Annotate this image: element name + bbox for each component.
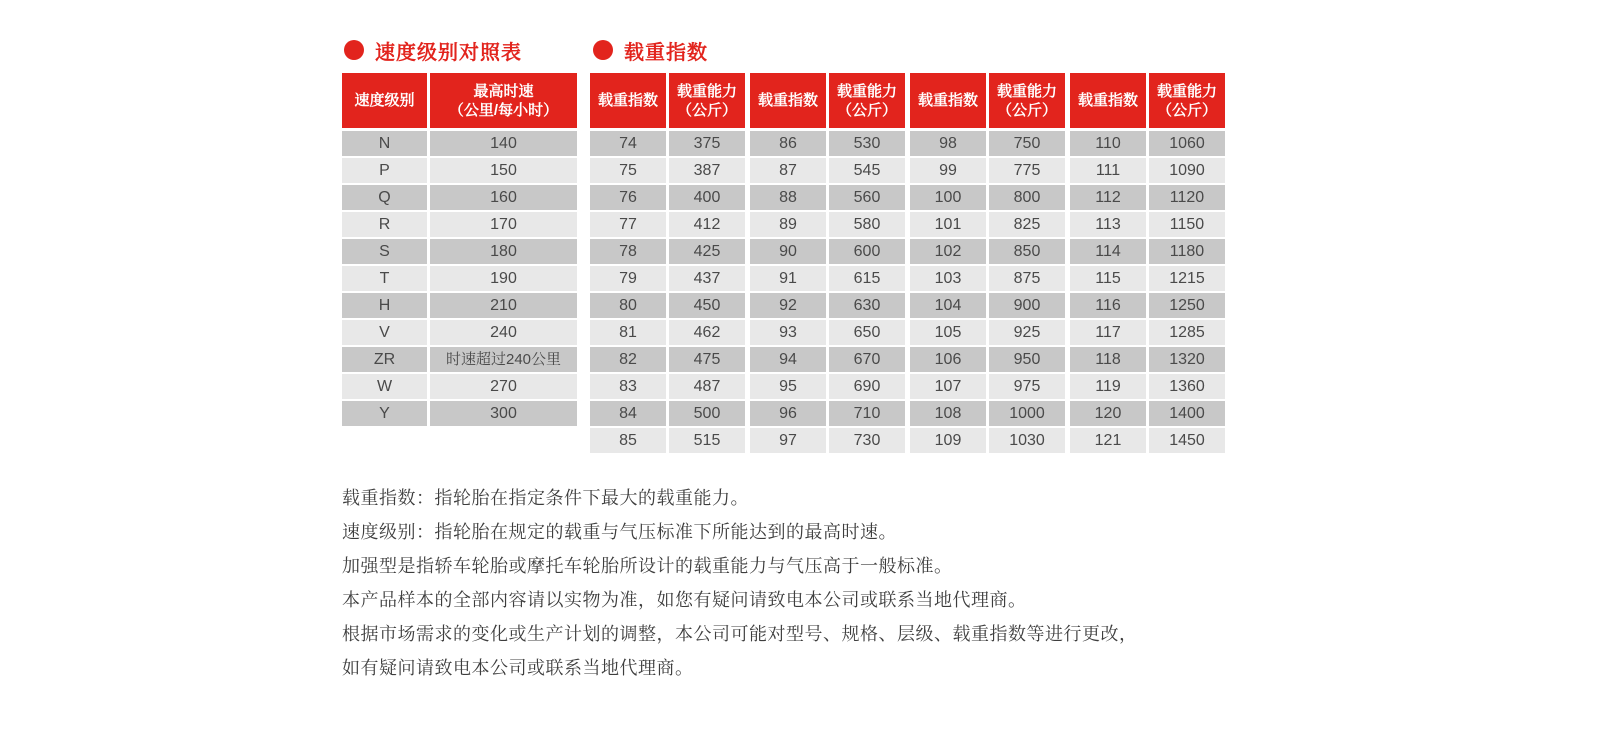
speed-maxspeed-cell: 180 [430, 239, 577, 264]
load-col-header-capacity-line2: （公斤） [676, 101, 737, 119]
speed-maxspeed-cell: 时速超过240公里 [430, 347, 577, 372]
red-dot-icon [344, 40, 364, 60]
load-capacity-cell: 600 [829, 239, 905, 264]
load-group-body [910, 131, 1065, 453]
load-capacity-cell: 1360 [1149, 374, 1225, 399]
load-index-cell: 108 [910, 401, 986, 426]
load-index-cell: 100 [910, 185, 986, 210]
load-table-title-label: 载重指数 [624, 41, 708, 64]
red-dot-icon [593, 40, 613, 60]
load-index-cell: 84 [590, 401, 666, 426]
speed-col-header-rating: 速度级别 [342, 73, 427, 128]
speed-maxspeed-cell: 170 [430, 212, 577, 237]
load-table-title [593, 39, 708, 64]
note-line: 加强型是指轿车轮胎或摩托车轮胎所设计的载重能力与气压高于一般标准。 [342, 556, 953, 576]
speed-rating-cell: T [342, 266, 427, 291]
load-capacity-cell: 560 [829, 185, 905, 210]
load-capacity-cell: 425 [669, 239, 745, 264]
load-capacity-cell: 1090 [1149, 158, 1225, 183]
load-capacity-cell: 850 [989, 239, 1065, 264]
load-capacity-cell: 400 [669, 185, 745, 210]
load-index-cell: 93 [750, 320, 826, 345]
load-index-cell: 83 [590, 374, 666, 399]
load-col-header-capacity-line2: （公斤） [996, 101, 1057, 119]
speed-col-header-maxspeed-line1: 最高时速 [473, 82, 534, 100]
load-index-cell: 78 [590, 239, 666, 264]
speed-rating-cell: N [342, 131, 427, 156]
speed-rating-cell: Y [342, 401, 427, 426]
load-index-cell: 86 [750, 131, 826, 156]
notes [342, 481, 1242, 685]
load-group-body [750, 131, 905, 453]
load-table-group-1 [590, 73, 745, 453]
speed-table-body [342, 131, 577, 426]
load-group-header [750, 73, 905, 128]
load-capacity-cell: 630 [829, 293, 905, 318]
load-capacity-cell: 437 [669, 266, 745, 291]
load-index-cell: 97 [750, 428, 826, 453]
load-index-cell: 102 [910, 239, 986, 264]
speed-table [342, 73, 577, 426]
load-index-cell: 76 [590, 185, 666, 210]
note-line: 如有疑问请致电本公司或联系当地代理商。 [342, 658, 694, 678]
load-index-cell: 104 [910, 293, 986, 318]
load-col-header-capacity [1149, 73, 1225, 128]
load-capacity-cell: 1030 [989, 428, 1065, 453]
load-capacity-cell: 975 [989, 374, 1065, 399]
load-index-cell: 88 [750, 185, 826, 210]
load-group-header [1070, 73, 1225, 128]
load-index-cell: 110 [1070, 131, 1146, 156]
load-col-header-index: 载重指数 [590, 73, 666, 128]
load-index-cell: 113 [1070, 212, 1146, 237]
speed-rating-cell: S [342, 239, 427, 264]
load-index-cell: 118 [1070, 347, 1146, 372]
load-capacity-cell: 1215 [1149, 266, 1225, 291]
load-capacity-cell: 487 [669, 374, 745, 399]
load-index-cell: 85 [590, 428, 666, 453]
load-group-body [590, 131, 745, 453]
load-index-cell: 99 [910, 158, 986, 183]
speed-table-title-label: 速度级别对照表 [375, 41, 522, 64]
load-index-cell: 120 [1070, 401, 1146, 426]
load-index-cell: 101 [910, 212, 986, 237]
load-capacity-cell: 875 [989, 266, 1065, 291]
load-index-cell: 81 [590, 320, 666, 345]
speed-col-header-maxspeed [430, 73, 577, 128]
load-index-cell: 90 [750, 239, 826, 264]
speed-maxspeed-cell: 300 [430, 401, 577, 426]
load-col-header-capacity-line2: （公斤） [836, 101, 897, 119]
load-capacity-cell: 1320 [1149, 347, 1225, 372]
load-capacity-cell: 1180 [1149, 239, 1225, 264]
load-index-cell: 82 [590, 347, 666, 372]
load-index-cell: 111 [1070, 158, 1146, 183]
load-group-header [590, 73, 745, 128]
load-index-cell: 103 [910, 266, 986, 291]
load-col-header-capacity [829, 73, 905, 128]
speed-table-title [344, 39, 522, 64]
load-capacity-cell: 475 [669, 347, 745, 372]
load-col-header-index: 载重指数 [1070, 73, 1146, 128]
speed-maxspeed-cell: 190 [430, 266, 577, 291]
speed-rating-cell: Q [342, 185, 427, 210]
load-col-header-capacity-line1: 载重能力 [836, 82, 897, 100]
load-capacity-cell: 530 [829, 131, 905, 156]
load-capacity-cell: 800 [989, 185, 1065, 210]
speed-maxspeed-cell: 270 [430, 374, 577, 399]
load-index-cell: 92 [750, 293, 826, 318]
speed-rating-cell: R [342, 212, 427, 237]
load-index-cell: 117 [1070, 320, 1146, 345]
load-capacity-cell: 1450 [1149, 428, 1225, 453]
load-col-header-index: 载重指数 [750, 73, 826, 128]
load-col-header-capacity-line1: 载重能力 [996, 82, 1057, 100]
load-capacity-cell: 387 [669, 158, 745, 183]
load-capacity-cell: 500 [669, 401, 745, 426]
load-capacity-cell: 515 [669, 428, 745, 453]
load-capacity-cell: 1000 [989, 401, 1065, 426]
load-index-cell: 109 [910, 428, 986, 453]
load-capacity-cell: 710 [829, 401, 905, 426]
load-capacity-cell: 412 [669, 212, 745, 237]
load-col-header-capacity-line1: 载重能力 [676, 82, 737, 100]
speed-rating-cell: P [342, 158, 427, 183]
load-col-header-index: 载重指数 [910, 73, 986, 128]
load-capacity-cell: 730 [829, 428, 905, 453]
speed-maxspeed-cell: 160 [430, 185, 577, 210]
load-col-header-capacity-line1: 载重能力 [1156, 82, 1217, 100]
load-capacity-cell: 450 [669, 293, 745, 318]
load-index-cell: 89 [750, 212, 826, 237]
load-index-cell: 112 [1070, 185, 1146, 210]
load-capacity-cell: 690 [829, 374, 905, 399]
speed-maxspeed-cell: 140 [430, 131, 577, 156]
load-index-cell: 106 [910, 347, 986, 372]
load-capacity-cell: 775 [989, 158, 1065, 183]
load-index-cell: 96 [750, 401, 826, 426]
note-line: 本产品样本的全部内容请以实物为准，如您有疑问请致电本公司或联系当地代理商。 [342, 590, 1027, 610]
load-capacity-cell: 615 [829, 266, 905, 291]
speed-maxspeed-cell: 240 [430, 320, 577, 345]
load-index-cell: 80 [590, 293, 666, 318]
speed-maxspeed-cell: 150 [430, 158, 577, 183]
load-index-cell: 87 [750, 158, 826, 183]
load-capacity-cell: 462 [669, 320, 745, 345]
load-capacity-cell: 1060 [1149, 131, 1225, 156]
load-index-cell: 77 [590, 212, 666, 237]
load-table [590, 73, 1225, 453]
load-capacity-cell: 1120 [1149, 185, 1225, 210]
speed-rating-cell: H [342, 293, 427, 318]
load-index-cell: 98 [910, 131, 986, 156]
load-table-group-4 [1070, 73, 1225, 453]
speed-rating-cell: V [342, 320, 427, 345]
speed-col-header-maxspeed-line2: （公里/每小时） [448, 101, 559, 119]
load-capacity-cell: 1400 [1149, 401, 1225, 426]
load-index-cell: 95 [750, 374, 826, 399]
load-group-body [1070, 131, 1225, 453]
speed-maxspeed-cell: 210 [430, 293, 577, 318]
load-index-cell: 121 [1070, 428, 1146, 453]
load-capacity-cell: 950 [989, 347, 1065, 372]
load-col-header-capacity [669, 73, 745, 128]
note-line: 载重指数：指轮胎在指定条件下最大的载重能力。 [342, 488, 749, 508]
load-col-header-capacity [989, 73, 1065, 128]
load-index-cell: 79 [590, 266, 666, 291]
load-index-cell: 114 [1070, 239, 1146, 264]
speed-rating-cell: W [342, 374, 427, 399]
load-capacity-cell: 375 [669, 131, 745, 156]
load-capacity-cell: 580 [829, 212, 905, 237]
load-capacity-cell: 1150 [1149, 212, 1225, 237]
load-capacity-cell: 1250 [1149, 293, 1225, 318]
load-table-group-2 [750, 73, 905, 453]
load-capacity-cell: 925 [989, 320, 1065, 345]
load-index-cell: 75 [590, 158, 666, 183]
load-index-cell: 119 [1070, 374, 1146, 399]
load-capacity-cell: 825 [989, 212, 1065, 237]
load-capacity-cell: 650 [829, 320, 905, 345]
load-index-cell: 115 [1070, 266, 1146, 291]
load-index-cell: 116 [1070, 293, 1146, 318]
load-index-cell: 105 [910, 320, 986, 345]
note-line: 速度级别：指轮胎在规定的载重与气压标准下所能达到的最高时速。 [342, 522, 897, 542]
load-index-cell: 91 [750, 266, 826, 291]
load-capacity-cell: 750 [989, 131, 1065, 156]
load-capacity-cell: 900 [989, 293, 1065, 318]
load-capacity-cell: 545 [829, 158, 905, 183]
note-line: 根据市场需求的变化或生产计划的调整，本公司可能对型号、规格、层级、载重指数等进行更改， [342, 624, 1138, 644]
load-table-group-3 [910, 73, 1065, 453]
load-capacity-cell: 1285 [1149, 320, 1225, 345]
load-col-header-capacity-line2: （公斤） [1156, 101, 1217, 119]
load-index-cell: 94 [750, 347, 826, 372]
speed-table-header [342, 73, 577, 128]
speed-rating-cell: ZR [342, 347, 427, 372]
load-capacity-cell: 670 [829, 347, 905, 372]
load-index-cell: 107 [910, 374, 986, 399]
load-group-header [910, 73, 1065, 128]
load-index-cell: 74 [590, 131, 666, 156]
